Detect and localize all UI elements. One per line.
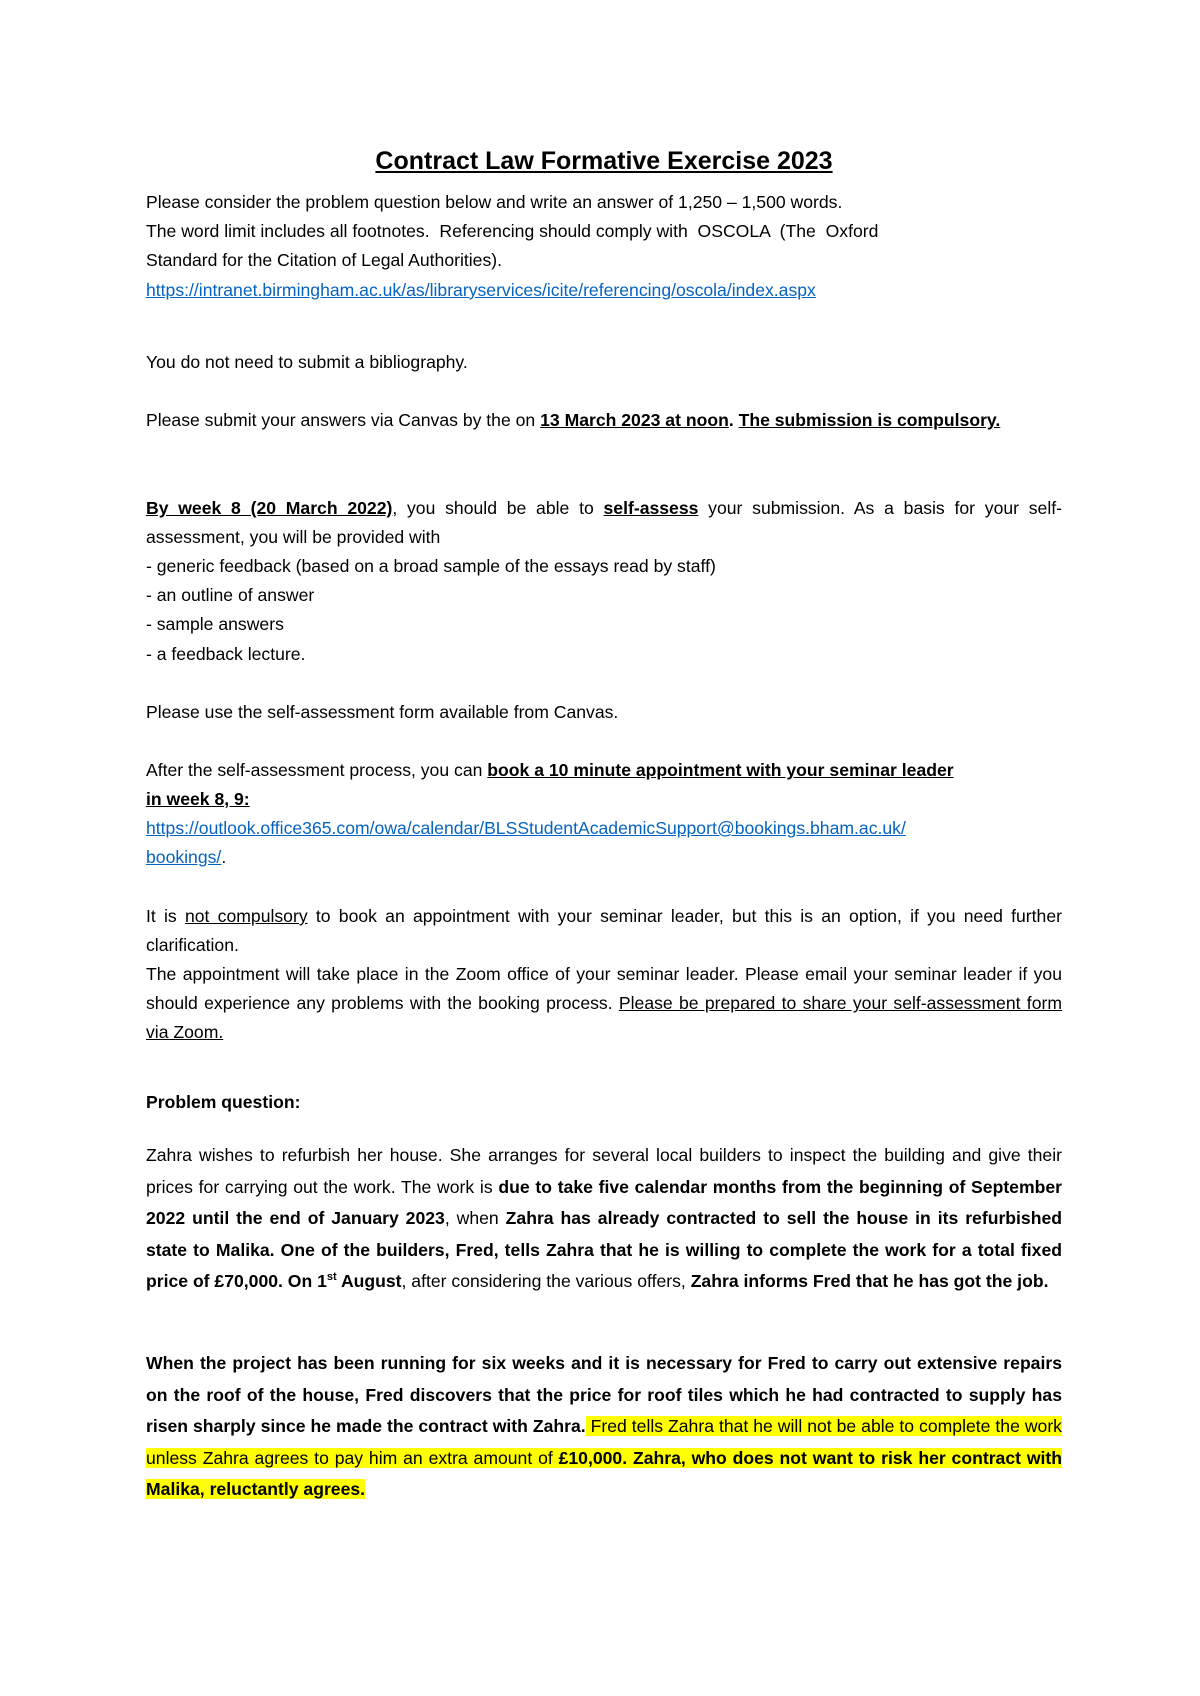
intro-line-3: Standard for the Citation of Legal Authorities). (146, 250, 502, 271)
problem-emphasis: Zahra informs Fred that he has got the job. (690, 1271, 1049, 1291)
list-item: - sample answers (146, 614, 284, 635)
list-item: - generic feedback (based on a broad sample of the essays read by staff) (146, 556, 716, 576)
submission-compulsory: The submission is compulsory. (738, 410, 1001, 430)
problem-emphasis: Zahra has already contracted to sell the house in its refurbished state to Malika. One of the builders, Fred, tells Zahra that he is willing to complete the work for a total fixed price of £70,000. On 1 (146, 1208, 1062, 1291)
submission-prefix: Please submit your answers via Canvas by the on (146, 410, 541, 430)
bibliography-note: You do not need to submit a bibliography. (146, 352, 468, 372)
booking-link-continued[interactable]: bookings/ (146, 847, 222, 868)
problem-emphasis: due to take five calendar months from the beginning of September 2022 until the end of January 2023 (146, 1176, 1062, 1228)
problem-paragraph-2 (146, 1348, 1062, 1506)
document-title: Contract Law Formative Exercise 2023 (375, 147, 833, 175)
appointment-paragraph (146, 756, 966, 814)
intro-block (146, 188, 1062, 305)
problem-text: Zahra wishes to refurbish her house. She arranges for several local builders to inspect the building and give their prices for carrying out the work. The work is (146, 1145, 1062, 1197)
ordinal-suffix: st (326, 1271, 337, 1284)
link-period: . (221, 847, 227, 868)
zoom-paragraph (146, 960, 1062, 1048)
oscola-link[interactable]: https://intranet.birmingham.ac.uk/as/libraryservices/icite/referencing/oscola/index.aspx (146, 279, 816, 300)
problem-text: , when (444, 1208, 506, 1228)
prepared-note: Please be prepared to share your self-assessment form via Zoom. (146, 993, 1062, 1043)
problem-emphasis: When the project has been running for six weeks and it is necessary for Fred to carry out extensive repairs on the roof of the house, Fred discovers that the price for roof tiles which he had contracted to supply has risen sharply since he made the contract with Zahra. (146, 1353, 1062, 1436)
self-assessment-text-2: your submission. As a basis for your self-assessment, you will be provided with (146, 498, 1062, 548)
optional-paragraph (146, 902, 1062, 960)
problem-heading: Problem question: (146, 1092, 301, 1112)
appointment-link-block (146, 814, 1062, 872)
problem-paragraph-1 (146, 1140, 1062, 1298)
problem-emphasis: August (336, 1271, 402, 1291)
self-assessment-paragraph (146, 494, 1062, 552)
appointment-booking-text: book a 10 minute appointment with your seminar leader in week 8, 9: (146, 760, 954, 810)
submission-period: . (728, 410, 739, 430)
form-note: Please use the self-assessment form available from Canvas. (146, 702, 619, 722)
intro-line-2: The word limit includes all footnotes. Referencing should comply with OSCOLA (The Oxford (146, 221, 879, 242)
zoom-text: The appointment will take place in the Zoom office of your seminar leader. Please email your seminar leader if you should experience any problems with the booking process. (146, 964, 1062, 1014)
submission-paragraph (146, 406, 1062, 435)
list-item: - an outline of answer (146, 585, 315, 606)
intro-line-1: Please consider the problem question below and write an answer of 1,250 – 1,500 words. (146, 192, 843, 212)
submission-deadline: 13 March 2023 at noon (540, 410, 729, 430)
highlighted-text: Fred tells Zahra that he will not be able to complete the work unless Zahra agrees to pay him an extra amount of (146, 1416, 1062, 1468)
self-assessment-week: By week 8 (20 March 2022) (146, 498, 393, 518)
self-assess-term: self-assess (603, 498, 699, 518)
highlighted-emphasis: £10,000. Zahra, who does not want to risk her contract with Malika, reluctantly agrees. (146, 1447, 1063, 1499)
optional-prefix: It is (146, 906, 185, 926)
feedback-list (146, 552, 1062, 669)
not-compulsory-text: not compulsory (184, 906, 308, 926)
list-item: - a feedback lecture. (146, 643, 306, 664)
self-assessment-text-1: , you should be able to (392, 498, 604, 518)
booking-link[interactable]: https://outlook.office365.com/owa/calendar/BLSStudentAcademicSupport@bookings.bham.ac.uk/ (146, 818, 906, 838)
appointment-prefix: After the self-assessment process, you can (146, 760, 488, 780)
optional-rest: to book an appointment with your seminar leader, but this is an option, if you need further clarification. (146, 906, 1062, 956)
problem-text: , after considering the various offers, (401, 1271, 691, 1291)
